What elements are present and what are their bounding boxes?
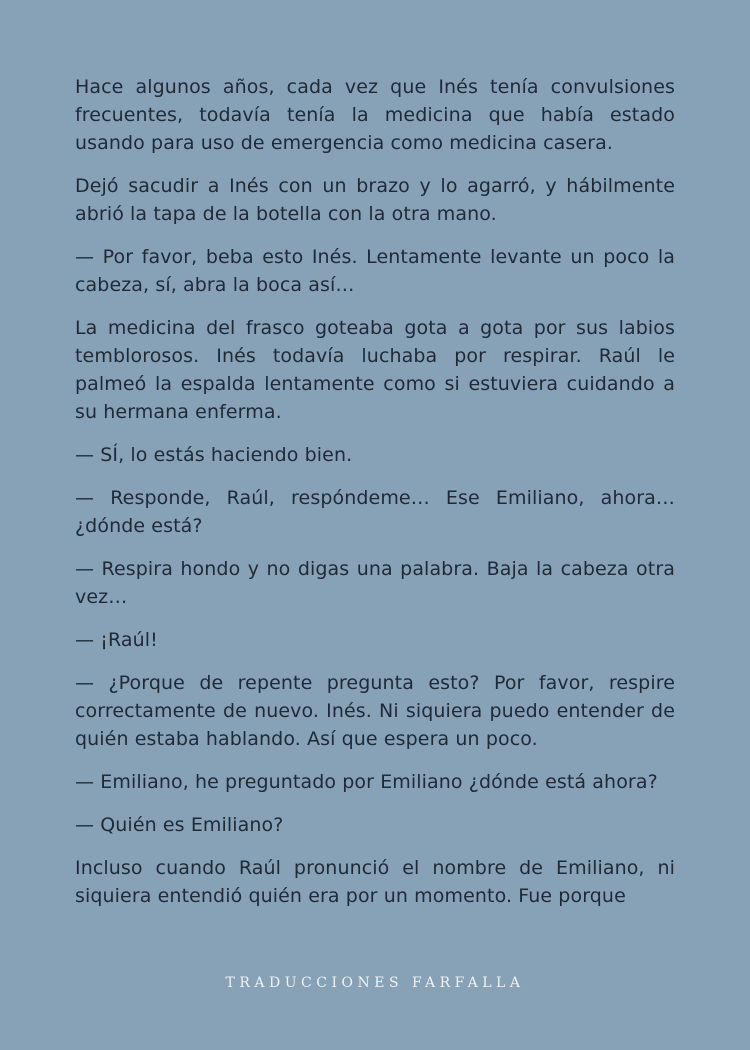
paragraph: — ¿Porque de repente pregunta esto? Por favor, respire correctamente de nuevo. Inés. Ni siquiera puedo entender de quién estaba hablando. Así que espera un poco. xyxy=(75,672,675,750)
page-body xyxy=(75,73,675,925)
paragraph: — Por favor, beba esto Inés. Lentamente levante un poco la cabeza, sí, abra la boca así… xyxy=(75,246,675,296)
paragraph: La medicina del frasco goteaba gota a gota por sus labios temblorosos. Inés todavía luchaba por respirar. Raúl le palmeó la espalda lentamente como si estuviera cuidando a su hermana enferma. xyxy=(75,317,675,423)
paragraph: Hace algunos años, cada vez que Inés tenía convulsiones frecuentes, todavía tenía la medicina que había estado usando para uso de emergencia como medicina casera. xyxy=(75,76,675,154)
paragraph: — Respira hondo y no digas una palabra. Baja la cabeza otra vez… xyxy=(75,558,675,608)
paragraph: — Emiliano, he preguntado por Emiliano ¿dónde está ahora? xyxy=(75,771,658,793)
paragraph: — SÍ, lo estás haciendo bien. xyxy=(75,444,353,466)
paragraph: — Quién es Emiliano? xyxy=(75,814,284,836)
paragraph: — ¡Raúl! xyxy=(75,629,158,651)
page-footer: TRADUCCIONES FARFALLA xyxy=(225,975,525,991)
paragraph: — Responde, Raúl, respóndeme… Ese Emiliano, ahora… ¿dónde está? xyxy=(75,487,675,537)
paragraph: Incluso cuando Raúl pronunció el nombre de Emiliano, ni siquiera entendió quién era por un momento. Fue porque xyxy=(75,857,675,907)
paragraph: Dejó sacudir a Inés con un brazo y lo agarró, y hábilmente abrió la tapa de la botella con la otra mano. xyxy=(75,175,675,225)
